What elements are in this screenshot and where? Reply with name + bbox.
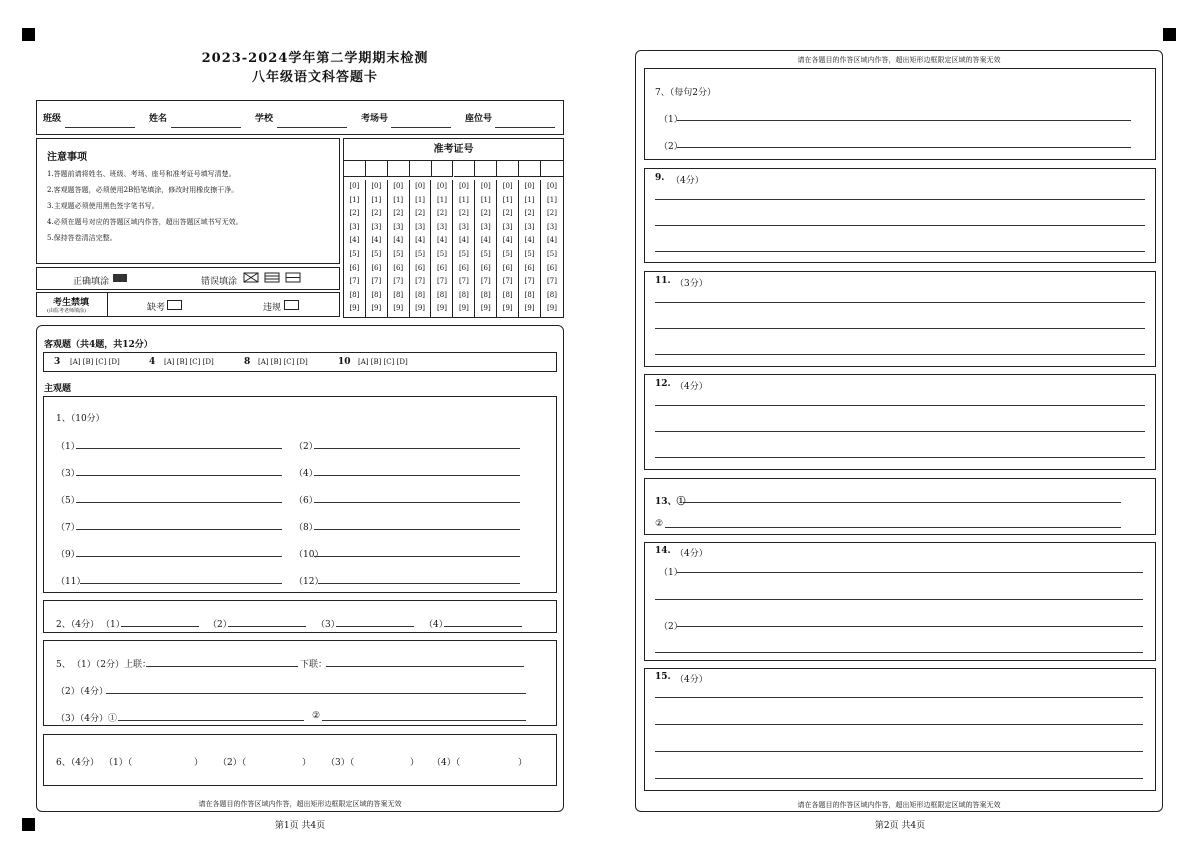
- exam-id-digit-bubble[interactable]: [5]: [480, 249, 491, 258]
- exam-id-digit-bubble[interactable]: [9]: [349, 304, 360, 313]
- q2-label: 2、（4分）: [56, 620, 99, 630]
- exam-id-digit-bubble[interactable]: [6]: [502, 263, 513, 272]
- objective-options[interactable]: [A] [B] [C] [D]: [358, 358, 408, 366]
- exam-id-digit-bubble[interactable]: [6]: [547, 263, 557, 272]
- exam-id-digit-bubble[interactable]: [6]: [480, 263, 491, 272]
- exam-id-digit-bubble[interactable]: [2]: [480, 209, 491, 218]
- card-title: 八年级语文科答题卡: [251, 70, 378, 85]
- q13-second-label: ②: [655, 519, 664, 529]
- q6-item-open[interactable]: （2）（: [218, 758, 247, 768]
- q1-label: 1、（10分）: [56, 414, 105, 424]
- exam-id-digit-bubble[interactable]: [6]: [349, 263, 360, 272]
- exam-id-digit-bubble[interactable]: [2]: [437, 209, 447, 218]
- q2-answer-line[interactable]: [228, 626, 306, 627]
- absent-label: 缺考: [147, 303, 166, 313]
- q7-label: 7、（每句2分）: [655, 88, 716, 98]
- exam-id-digit-bubble[interactable]: [1]: [371, 195, 382, 204]
- exam-room-label: 考场号: [361, 114, 389, 124]
- q14-answer-line[interactable]: [655, 599, 1143, 600]
- exam-id-digit-bubble[interactable]: [7]: [480, 277, 491, 286]
- q2-item-label: （2）: [208, 620, 232, 630]
- name-label: 姓名: [149, 114, 168, 124]
- q12-box: [644, 374, 1156, 470]
- q6-label: 6、（4分）: [56, 758, 99, 768]
- q1-answer-line[interactable]: [76, 448, 282, 449]
- q7-answer-line[interactable]: [677, 147, 1131, 148]
- exam-id-digit-bubble[interactable]: [3]: [547, 222, 557, 231]
- exam-id-digit-bubble[interactable]: [1]: [437, 195, 447, 204]
- q9-label: 9.: [655, 173, 665, 183]
- violation-checkbox[interactable]: [284, 300, 299, 310]
- exam-id-digit-bubble[interactable]: [8]: [349, 290, 360, 299]
- q1-item-label: （6）: [294, 496, 318, 506]
- q2-item-label: （3）: [316, 620, 340, 630]
- wrong-fill-samples-icon: [243, 271, 305, 285]
- exam-id-digit-bubble[interactable]: [5]: [349, 249, 360, 258]
- q1-answer-line[interactable]: [76, 502, 282, 503]
- q2-answer-line[interactable]: [336, 626, 414, 627]
- q14-box: [644, 542, 1156, 661]
- exam-id-write-cell[interactable]: [541, 160, 563, 177]
- q1-item-label: （3）: [56, 469, 80, 479]
- q1-answer-line[interactable]: [314, 448, 520, 449]
- exam-id-digit-bubble[interactable]: [8]: [502, 290, 513, 299]
- q14-answer-line[interactable]: [655, 652, 1143, 653]
- exam-id-digit-bubble[interactable]: [1]: [524, 195, 535, 204]
- exam-id-digit-bubble[interactable]: [6]: [415, 263, 426, 272]
- q1-answer-line[interactable]: [76, 529, 282, 530]
- q1-item-label: （7）: [56, 523, 80, 533]
- notice-heading: 注意事项: [47, 152, 87, 163]
- q6-item-open[interactable]: （4）（: [432, 758, 461, 768]
- exam-id-digit-bubble[interactable]: [3]: [371, 222, 382, 231]
- exam-id-digit-bubble[interactable]: [1]: [349, 195, 360, 204]
- exam-id-digit-bubble[interactable]: [5]: [502, 249, 513, 258]
- objective-row: [43, 352, 557, 372]
- exam-id-digit-bubble[interactable]: [0]: [371, 182, 382, 190]
- exam-id-digit-bubble[interactable]: [9]: [415, 304, 426, 313]
- exam-title: 2023-2024学年第二学期期末检测: [201, 51, 429, 66]
- exam-id-digit-bubble[interactable]: [0]: [349, 182, 360, 190]
- exam-id-digit-bubble[interactable]: [9]: [371, 304, 382, 313]
- exam-id-write-cell[interactable]: [454, 160, 476, 177]
- q9-box: [644, 168, 1156, 263]
- q5-answer-line[interactable]: [118, 720, 304, 721]
- exam-id-digit-bubble[interactable]: [2]: [458, 209, 469, 218]
- exam-id-digit-bubble[interactable]: [6]: [393, 263, 404, 272]
- exam-id-digit-bubble[interactable]: [9]: [502, 304, 513, 313]
- q13-box: [644, 478, 1156, 535]
- exam-id-write-cell[interactable]: [432, 160, 454, 177]
- q1-item-label: （4）: [294, 469, 318, 479]
- exam-id-digit-column: [497, 180, 519, 317]
- exam-id-digit-bubble[interactable]: [7]: [524, 277, 535, 286]
- exam-id-digit-bubble[interactable]: [7]: [458, 277, 469, 286]
- exam-id-digit-bubble[interactable]: [9]: [480, 304, 491, 313]
- absent-checkbox[interactable]: [167, 300, 182, 310]
- name-field[interactable]: [171, 127, 241, 128]
- q13-label: 13、①: [655, 497, 686, 507]
- exam-id-digit-bubble[interactable]: [8]: [524, 290, 535, 299]
- footer-note-right: 请在各题目的作答区域内作答，超出矩形边框限定区域的答案无效: [797, 801, 1001, 809]
- exam-id-digit-bubble[interactable]: [9]: [547, 304, 557, 313]
- q2-box: [43, 600, 557, 633]
- q2-item-label: （1）: [101, 620, 125, 630]
- exam-id-digit-bubble[interactable]: [6]: [437, 263, 447, 272]
- q15-score: （4分）: [675, 675, 708, 685]
- exam-id-digit-bubble[interactable]: [3]: [480, 222, 491, 231]
- exam-id-digit-bubble[interactable]: [4]: [502, 236, 513, 245]
- q13-answer-line[interactable]: [665, 527, 1121, 528]
- exam-id-digit-bubble[interactable]: [4]: [480, 236, 491, 245]
- exam-id-digit-column: [541, 180, 563, 317]
- q1-item-label: （12）: [294, 577, 324, 587]
- violation-label: 违规: [263, 303, 282, 313]
- q13-answer-line[interactable]: [683, 502, 1121, 503]
- exam-id-digit-bubble[interactable]: [5]: [371, 249, 382, 258]
- exam-id-digit-bubble[interactable]: [0]: [458, 182, 469, 190]
- exam-id-digit-column: [519, 180, 541, 317]
- objective-heading: 客观题（共4题，共12分）: [44, 340, 153, 350]
- q15-answer-line[interactable]: [655, 697, 1143, 698]
- exam-id-digit-bubble[interactable]: [5]: [393, 249, 404, 258]
- q5-box: [43, 640, 557, 726]
- fill-example-row: [36, 267, 340, 290]
- exam-id-digit-column: [366, 180, 388, 317]
- exam-id-digit-bubble[interactable]: [7]: [502, 277, 513, 286]
- q5-label: 5、: [56, 660, 71, 670]
- exam-id-digit-bubble[interactable]: [5]: [437, 249, 447, 258]
- exam-id-digit-bubble[interactable]: [5]: [524, 249, 535, 258]
- notice-item: 3.主观题必须使用黑色签字笔书写。: [47, 202, 159, 210]
- q11-answer-line[interactable]: [655, 328, 1145, 329]
- q5-answer-line[interactable]: [322, 720, 526, 721]
- exam-id-digit-bubble[interactable]: [2]: [524, 209, 535, 218]
- exam-id-digit-bubble[interactable]: [2]: [502, 209, 513, 218]
- proctor-only-cell: [37, 293, 108, 316]
- exam-id-digit-bubble[interactable]: [3]: [524, 222, 535, 231]
- q15-answer-line[interactable]: [655, 724, 1143, 725]
- exam-id-digit-bubble[interactable]: [7]: [415, 277, 426, 286]
- exam-id-digit-bubble[interactable]: [1]: [502, 195, 513, 204]
- exam-id-digit-bubble[interactable]: [4]: [393, 236, 404, 245]
- q1-item-label: （10）: [294, 550, 324, 560]
- proctor-only-row: [36, 292, 340, 317]
- exam-id-digit-bubble[interactable]: [4]: [349, 236, 360, 245]
- q6-item-close: ）: [518, 758, 528, 768]
- q1-box: [43, 396, 557, 593]
- correct-fill-label: 正确填涂: [73, 277, 110, 287]
- q6-box: [43, 734, 557, 786]
- q5-upper-couplet-line[interactable]: [146, 666, 298, 667]
- exam-id-digit-column: [388, 180, 410, 317]
- q5-answer-line[interactable]: [106, 693, 526, 694]
- exam-id-write-cell[interactable]: [497, 160, 519, 177]
- q11-answer-line[interactable]: [655, 354, 1145, 355]
- q11-score: （3分）: [675, 279, 708, 289]
- exam-id-digit-bubble[interactable]: [4]: [415, 236, 426, 245]
- answer-area-left: [36, 325, 564, 812]
- exam-room-field[interactable]: [391, 127, 451, 128]
- objective-options[interactable]: [A] [B] [C] [D]: [70, 358, 120, 366]
- q15-answer-line[interactable]: [655, 778, 1143, 779]
- exam-id-digit-bubble[interactable]: [9]: [524, 304, 535, 313]
- objective-q-num: 8: [244, 357, 251, 367]
- q1-answer-line[interactable]: [76, 556, 282, 557]
- q5-r3b-label: ②: [312, 711, 321, 721]
- q1-item-label: （1）: [56, 442, 80, 452]
- seat-label: 座位号: [465, 114, 493, 124]
- exam-id-digit-column: [432, 180, 454, 317]
- q9-answer-line[interactable]: [655, 251, 1145, 252]
- exam-id-digit-bubble[interactable]: [3]: [349, 222, 360, 231]
- q1-item-label: （11）: [56, 577, 86, 587]
- exam-id-digit-bubble[interactable]: [3]: [458, 222, 469, 231]
- exam-id-digit-bubble[interactable]: [7]: [547, 277, 557, 286]
- exam-id-digit-bubble[interactable]: [3]: [502, 222, 513, 231]
- q14-label: 14.: [655, 546, 671, 556]
- q2-item-label: （4）: [424, 620, 448, 630]
- q1-answer-line[interactable]: [314, 502, 520, 503]
- top-note-right: 请在各题目的作答区域内作答，超出矩形边框限定区域的答案无效: [797, 56, 1001, 64]
- exam-id-digit-bubble[interactable]: [3]: [415, 222, 426, 231]
- q11-answer-line[interactable]: [655, 302, 1145, 303]
- q6-item-close: ）: [410, 758, 420, 768]
- exam-id-grid: [343, 138, 564, 318]
- exam-id-digit-bubble[interactable]: [9]: [458, 304, 469, 313]
- q5-lower-couplet-line[interactable]: [326, 666, 524, 667]
- exam-id-digit-column: [410, 180, 432, 317]
- exam-id-write-cell[interactable]: [366, 160, 388, 177]
- q9-score: （4分）: [671, 176, 704, 186]
- exam-id-digit-bubble[interactable]: [5]: [415, 249, 426, 258]
- q11-box: [644, 271, 1156, 367]
- exam-id-digit-bubble[interactable]: [8]: [371, 290, 382, 299]
- alignment-marker-top-right: [1163, 28, 1176, 41]
- notice-box: [36, 138, 340, 264]
- exam-id-digit-bubble[interactable]: [0]: [502, 182, 513, 190]
- exam-id-digit-bubble[interactable]: [7]: [393, 277, 404, 286]
- exam-id-digit-bubble[interactable]: [8]: [415, 290, 426, 299]
- exam-id-digit-bubble[interactable]: [4]: [547, 236, 557, 245]
- exam-id-write-cell[interactable]: [388, 160, 410, 177]
- exam-id-digit-bubble[interactable]: [4]: [371, 236, 382, 245]
- exam-id-digit-bubble[interactable]: [8]: [547, 290, 557, 299]
- exam-id-digit-bubble[interactable]: [1]: [480, 195, 491, 204]
- exam-id-digit-bubble[interactable]: [2]: [349, 209, 360, 218]
- q7-box: [644, 68, 1156, 160]
- q7-answer-line[interactable]: [677, 120, 1131, 121]
- q1-answer-line[interactable]: [314, 475, 520, 476]
- q15-box: [644, 668, 1156, 791]
- exam-id-write-cell[interactable]: [475, 160, 497, 177]
- wrong-fill-label: 错误填涂: [201, 277, 238, 287]
- proctor-only-sub: (由监考老师填涂): [47, 308, 86, 314]
- exam-id-digit-bubble[interactable]: [6]: [458, 263, 469, 272]
- exam-id-digit-bubble[interactable]: [6]: [524, 263, 535, 272]
- q1-answer-line[interactable]: [76, 475, 282, 476]
- q12-answer-line[interactable]: [655, 457, 1145, 458]
- exam-id-digit-bubble[interactable]: [3]: [437, 222, 447, 231]
- q1-answer-line[interactable]: [314, 556, 520, 557]
- exam-id-digit-bubble[interactable]: [9]: [393, 304, 404, 313]
- q1-item-label: （2）: [294, 442, 318, 452]
- exam-id-digit-bubble[interactable]: [3]: [393, 222, 404, 231]
- exam-id-digit-bubble[interactable]: [1]: [458, 195, 469, 204]
- footer-note-left: 请在各题目的作答区域内作答，超出矩形边框限定区域的答案无效: [198, 800, 402, 808]
- q6-item-close: ）: [194, 758, 204, 768]
- exam-id-digit-bubble[interactable]: [2]: [547, 209, 557, 218]
- correct-fill-sample: [113, 274, 127, 282]
- exam-id-digit-bubble[interactable]: [8]: [437, 290, 447, 299]
- seat-field[interactable]: [495, 127, 555, 128]
- exam-id-heading: 准考证号: [344, 139, 563, 161]
- exam-id-write-cell[interactable]: [519, 160, 541, 177]
- exam-id-digit-bubble[interactable]: [1]: [415, 195, 426, 204]
- objective-q-num: 10: [338, 357, 351, 367]
- q1-answer-line[interactable]: [80, 583, 282, 584]
- q1-answer-line[interactable]: [318, 583, 520, 584]
- notice-item: 4.必须在题号对应的答题区域内作答，超出答题区域书写无效。: [47, 218, 243, 226]
- objective-options[interactable]: [A] [B] [C] [D]: [258, 358, 308, 366]
- exam-id-digit-bubble[interactable]: [0]: [393, 182, 404, 190]
- exam-id-digit-bubble[interactable]: [4]: [437, 236, 447, 245]
- q5-r2-label: （2）（4分）: [56, 687, 108, 697]
- q7-item-label: （1）: [659, 115, 683, 125]
- subjective-heading: 主观题: [44, 384, 72, 394]
- q1-answer-line[interactable]: [314, 529, 520, 530]
- notice-item: 1.答题前请将姓名、班级、考场、座号和准考证号填写清楚。: [47, 170, 236, 178]
- exam-id-digit-bubble[interactable]: [8]: [458, 290, 469, 299]
- q14-item-label: （1）: [659, 568, 683, 578]
- q1-item-label: （8）: [294, 523, 318, 533]
- school-label: 学校: [255, 114, 274, 124]
- exam-id-digit-bubble[interactable]: [8]: [393, 290, 404, 299]
- q5-r1b-label: 下联：: [300, 660, 328, 670]
- exam-id-digit-bubble[interactable]: [1]: [393, 195, 404, 204]
- exam-id-digit-bubble[interactable]: [4]: [524, 236, 535, 245]
- q9-answer-line[interactable]: [655, 199, 1145, 200]
- q2-answer-line[interactable]: [121, 626, 199, 627]
- q12-answer-line[interactable]: [655, 431, 1145, 432]
- q14-answer-line[interactable]: [677, 572, 1143, 573]
- exam-id-digit-bubble[interactable]: [5]: [547, 249, 557, 258]
- q6-item-open[interactable]: （3）（: [326, 758, 355, 768]
- school-field[interactable]: [277, 127, 347, 128]
- exam-id-digit-bubble[interactable]: [6]: [371, 263, 382, 272]
- exam-id-digit-bubble[interactable]: [7]: [349, 277, 360, 286]
- page-number-2: 第2页 共4页: [874, 821, 926, 831]
- proctor-only-label: 考生禁填: [53, 298, 90, 308]
- q12-label: 12.: [655, 379, 671, 389]
- q6-item-close: ）: [302, 758, 312, 768]
- q7-item-label: （2）: [659, 142, 683, 152]
- class-label: 班级: [43, 114, 62, 124]
- q6-item-open[interactable]: （1）（: [104, 758, 133, 768]
- exam-id-digit-bubble[interactable]: [2]: [415, 209, 426, 218]
- notice-item: 2.客观题答题，必须使用2B铅笔填涂，修改时用橡皮擦干净。: [47, 186, 239, 194]
- exam-id-digit-bubble[interactable]: [8]: [480, 290, 491, 299]
- q1-item-label: （5）: [56, 496, 80, 506]
- q1-item-label: （9）: [56, 550, 80, 560]
- class-field[interactable]: [65, 127, 135, 128]
- q12-score: （4分）: [675, 382, 708, 392]
- q14-item-label: （2）: [659, 622, 683, 632]
- exam-id-digit-column: [454, 180, 476, 317]
- exam-id-digit-column: [344, 180, 366, 317]
- exam-id-digit-bubble[interactable]: [2]: [393, 209, 404, 218]
- q14-score: （4分）: [675, 549, 708, 559]
- objective-options[interactable]: [A] [B] [C] [D]: [164, 358, 214, 366]
- q12-answer-line[interactable]: [655, 405, 1145, 406]
- exam-id-digit-bubble[interactable]: [0]: [437, 182, 447, 190]
- exam-id-digit-bubble[interactable]: [0]: [415, 182, 426, 190]
- exam-id-digit-bubble[interactable]: [2]: [371, 209, 382, 218]
- q5-r3-label: （3）（4分）①: [56, 714, 117, 724]
- objective-q-num: 4: [149, 357, 156, 367]
- page-number-1: 第1页 共4页: [274, 821, 326, 831]
- exam-id-digit-bubble[interactable]: [7]: [371, 277, 382, 286]
- exam-id-write-cell[interactable]: [344, 160, 366, 177]
- exam-id-digit-bubble[interactable]: [0]: [547, 182, 557, 190]
- alignment-marker-top-left: [22, 28, 35, 41]
- exam-id-digit-bubble[interactable]: [0]: [524, 182, 535, 190]
- q15-answer-line[interactable]: [655, 751, 1143, 752]
- exam-id-digit-bubble[interactable]: [9]: [437, 304, 447, 313]
- q15-label: 15.: [655, 672, 671, 682]
- answer-area-right: [635, 50, 1163, 812]
- q5-r1-label: （1）（2分）上联：: [72, 660, 151, 670]
- objective-q-num: 3: [54, 357, 61, 367]
- exam-id-digit-bubble[interactable]: [0]: [480, 182, 491, 190]
- q14-answer-line[interactable]: [677, 626, 1143, 627]
- q2-answer-line[interactable]: [444, 626, 522, 627]
- student-info-row: [36, 100, 564, 135]
- q11-label: 11.: [655, 276, 671, 286]
- exam-id-write-cell[interactable]: [410, 160, 432, 177]
- exam-id-digit-bubble[interactable]: [4]: [458, 236, 469, 245]
- exam-id-digit-bubble[interactable]: [1]: [547, 195, 557, 204]
- exam-id-digit-bubble[interactable]: [5]: [458, 249, 469, 258]
- notice-item: 5.保持答卷清洁完整。: [47, 234, 117, 242]
- exam-id-digit-bubble[interactable]: [7]: [437, 277, 447, 286]
- exam-id-digit-column: [475, 180, 497, 317]
- q9-answer-line[interactable]: [655, 225, 1145, 226]
